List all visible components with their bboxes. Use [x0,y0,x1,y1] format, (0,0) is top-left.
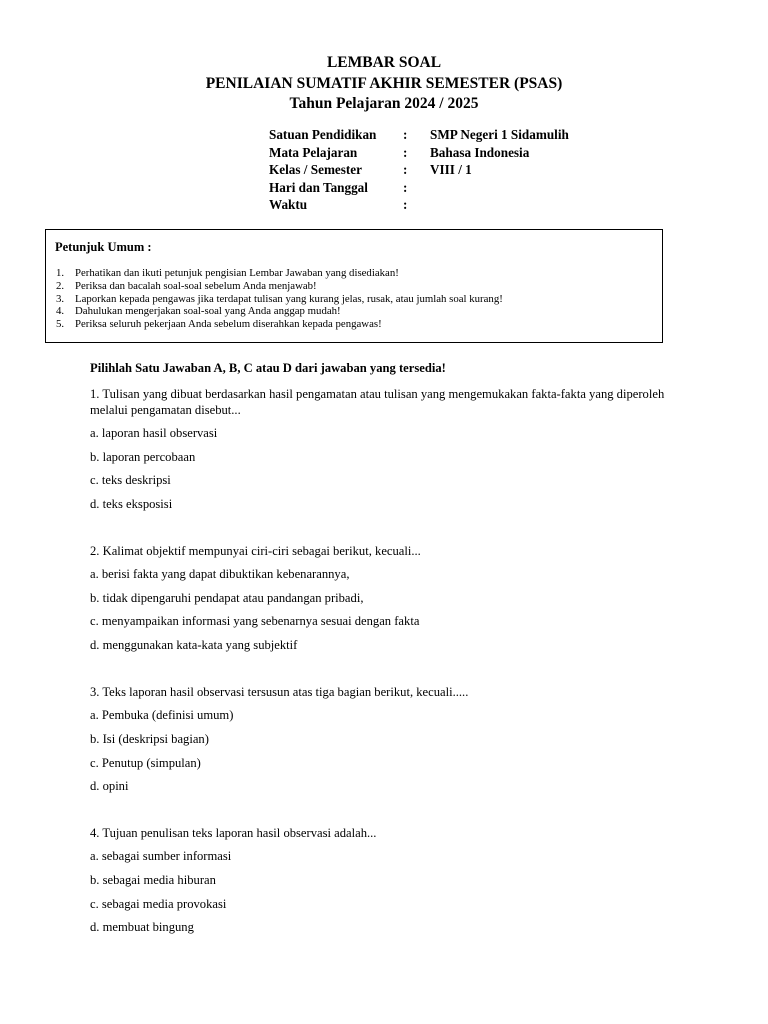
instruction-number: 5. [56,318,65,331]
answer-option-a: a. sebagai sumber informasi [90,849,232,864]
answer-option-d: d. opini [90,779,129,794]
general-instructions-box [45,229,663,343]
answer-option-c: c. menyampaikan informasi yang sebenarnya sesuai dengan fakta [90,614,420,629]
instruction-number: 1. [56,267,65,279]
instruction-item [56,280,503,293]
instruction-item [56,267,503,280]
question-text: 1. Tulisan yang dibuat berdasarkan hasil pengamatan atau tulisan yang mengemukakan fakta-fakta yang diperoleh melalui pengamatan disebut... [90,387,665,417]
info-separator: : [403,179,408,195]
info-separator: : [403,127,408,142]
info-separator: : [403,197,408,213]
question-text: 4. Tujuan penulisan teks laporan hasil observasi adalah... [90,825,377,840]
answer-option-a: a. laporan hasil observasi [90,426,218,440]
info-value: SMP Negeri 1 Sidamulih [430,127,569,142]
answer-option-b: b. Isi (deskripsi bagian) [90,731,209,746]
info-value: VIII / 1 [430,162,472,178]
info-label: Satuan Pendidikan [269,127,377,142]
info-label: Hari dan Tanggal [269,179,368,195]
instruction-text: Dahulukan mengerjakan soal-soal yang Anda anggap mudah! [75,305,341,318]
header-school-year: Tahun Pelajaran 2024 / 2025 [289,95,479,112]
instruction-text: Periksa dan bacalah soal-soal sebelum Anda menjawab! [75,279,317,292]
instruction-number: 3. [56,292,65,305]
answer-option-a: a. Pembuka (definisi umum) [90,708,234,723]
header-title: LEMBAR SOAL [326,54,442,71]
info-row-school [269,126,669,144]
instruction-text: Periksa seluruh pekerjaan Anda sebelum diserahkan kepada pengawas! [75,318,382,331]
answer-option-c: c. teks deskripsi [90,473,171,488]
instruction-text: Perhatikan dan ikuti petunjuk pengisian Lembar Jawaban yang disediakan! [75,267,399,279]
instructions-list [56,267,503,331]
info-separator: : [403,162,408,178]
info-value: Bahasa Indonesia [430,144,530,160]
instruction-number: 2. [56,279,65,292]
info-label: Waktu [269,197,308,213]
answer-option-b: b. laporan percobaan [90,449,196,464]
info-row-date [269,179,669,197]
instruction-item [56,305,503,318]
question-4 [90,826,680,936]
answer-option-c: c. Penutup (simpulan) [90,755,201,770]
answer-option-a: a. berisi fakta yang dapat dibuktikan kebenarannya, [90,567,350,582]
instruction-item [56,318,503,331]
questions-section [90,360,680,967]
instruction-text: Laporkan kepada pengawas jika terdapat tulisan yang kurang jelas, rusak, atau jumlah soal kurang! [75,292,503,305]
info-row-subject [269,144,669,162]
question-1 [90,387,680,513]
document-header [0,53,768,115]
instruction-number: 4. [56,305,65,318]
answer-option-b: b. tidak dipengaruhi pendapat atau pandangan pribadi, [90,590,364,605]
info-row-time [269,196,669,214]
info-separator: : [403,144,408,160]
answer-option-b: b. sebagai media hiburan [90,872,216,887]
answer-directive: Pilihlah Satu Jawaban A, B, C atau D dari jawaban yang tersedia! [90,361,446,375]
instruction-item [56,293,503,306]
answer-option-c: c. sebagai media provokasi [90,896,227,911]
info-label: Kelas / Semester [269,162,363,178]
exam-info-table [269,126,669,214]
header-exam-name: PENILAIAN SUMATIF AKHIR SEMESTER (PSAS) [205,74,563,92]
question-3 [90,685,680,795]
question-text: 3. Teks laporan hasil observasi tersusun atas tiga bagian berikut, kecuali..... [90,684,469,699]
answer-option-d: d. menggunakan kata-kata yang subjektif [90,638,298,653]
info-label: Mata Pelajaran [269,144,358,160]
question-2 [90,544,680,654]
instructions-title: Petunjuk Umum : [55,240,152,254]
question-text: 2. Kalimat objektif mempunyai ciri-ciri sebagai berikut, kecuali... [90,543,421,558]
info-row-class [269,161,669,179]
answer-option-d: d. teks eksposisi [90,497,173,512]
answer-option-d: d. membuat bingung [90,920,194,935]
